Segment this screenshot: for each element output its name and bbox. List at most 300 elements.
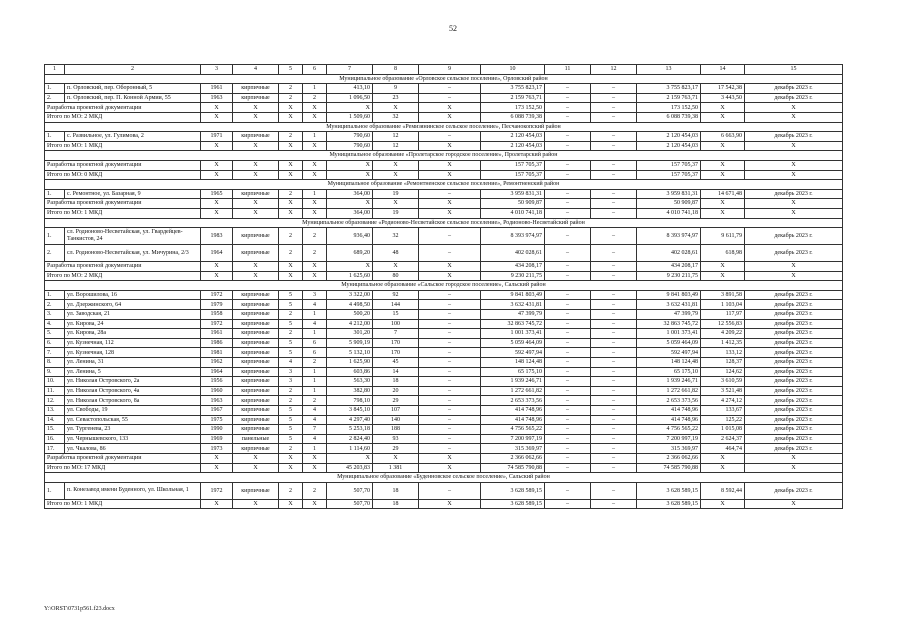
table-cell: – <box>545 228 591 245</box>
table-cell: 3 632 431,81 <box>481 300 545 310</box>
table-cell: 1 509,60 <box>327 112 373 122</box>
table-cell: 1 <box>303 84 327 94</box>
table-cell: 2 <box>303 93 327 103</box>
section-heading-row <box>45 218 843 228</box>
table-cell: 80 <box>373 271 419 281</box>
table-cell: – <box>419 386 481 396</box>
table-cell: 464,74 <box>701 444 745 454</box>
row-label: Разработка проектной документации <box>45 103 201 113</box>
table-cell: X <box>701 160 745 170</box>
page-number: 52 <box>449 24 457 33</box>
table-cell: 1963 <box>201 396 233 406</box>
row-index: 1. <box>45 482 65 499</box>
table-cell: X <box>233 199 279 209</box>
table-row <box>45 377 843 387</box>
table-cell: 107 <box>373 406 419 416</box>
table-cell: 1961 <box>201 84 233 94</box>
table-cell: – <box>545 310 591 320</box>
building-address: ул. Николая Островского, 8а <box>65 396 201 406</box>
table-cell: – <box>545 434 591 444</box>
row-label: Итого по МО: 0 МКД <box>45 170 201 180</box>
building-address: п. Орловский, пер. П. Конной Армии, 55 <box>65 93 201 103</box>
table-row <box>45 348 843 358</box>
table-body <box>45 65 843 509</box>
row-index: 15. <box>45 425 65 435</box>
table-cell: кирпичные <box>233 348 279 358</box>
table-cell: кирпичные <box>233 444 279 454</box>
building-address: ул. Николая Островского, 4а <box>65 386 201 396</box>
table-cell: 1 272 661,82 <box>637 386 701 396</box>
table-cell: – <box>545 396 591 406</box>
table-cell: X <box>279 103 303 113</box>
building-address: ул. Кирова, 28а <box>65 329 201 339</box>
table-cell: 1 625,60 <box>327 271 373 281</box>
table-cell: 5 <box>279 406 303 416</box>
table-cell: – <box>591 406 637 416</box>
section-heading-row <box>45 473 843 483</box>
table-cell: 188 <box>373 425 419 435</box>
table-cell: – <box>591 170 637 180</box>
table-cell: 92 <box>373 290 419 300</box>
column-number-cell: 5 <box>279 65 303 75</box>
table-cell: – <box>419 338 481 348</box>
table-cell: 32 <box>373 228 419 245</box>
table-cell: кирпичные <box>233 132 279 142</box>
table-cell: – <box>419 367 481 377</box>
row-label: Итого по МО: 2 МКД <box>45 112 201 122</box>
table-cell: декабрь 2023 г. <box>745 132 843 142</box>
table-cell: 1981 <box>201 348 233 358</box>
summary-row <box>45 271 843 281</box>
section-heading-row <box>45 281 843 291</box>
table-cell: – <box>419 434 481 444</box>
row-label: Итого по МО: 2 МКД <box>45 271 201 281</box>
table-cell: X <box>303 160 327 170</box>
row-index: 13. <box>45 406 65 416</box>
table-cell: кирпичные <box>233 93 279 103</box>
table-cell: X <box>233 160 279 170</box>
table-cell: X <box>303 499 327 509</box>
table-cell: X <box>745 499 843 509</box>
table-cell: X <box>233 499 279 509</box>
table-cell: 414 748,96 <box>481 415 545 425</box>
table-cell: 1 939 246,71 <box>637 377 701 387</box>
table-cell: 12 <box>373 132 419 142</box>
table-cell: 157 705,37 <box>637 160 701 170</box>
table-cell: 798,10 <box>327 396 373 406</box>
table-cell: 1 <box>303 189 327 199</box>
table-cell: 9 841 803,49 <box>481 290 545 300</box>
section-heading-row <box>45 151 843 161</box>
table-cell: – <box>545 271 591 281</box>
table-cell: X <box>373 199 419 209</box>
table-cell: 47 399,79 <box>637 310 701 320</box>
table-cell: 29 <box>373 444 419 454</box>
table-cell: декабрь 2023 г. <box>745 189 843 199</box>
table-cell: X <box>419 463 481 473</box>
table-cell: кирпичные <box>233 84 279 94</box>
table-cell: декабрь 2023 г. <box>745 386 843 396</box>
table-cell: – <box>591 453 637 463</box>
table-cell: 19 <box>373 189 419 199</box>
building-address: ул. Ленина, 31 <box>65 358 201 368</box>
table-row <box>45 290 843 300</box>
table-row <box>45 434 843 444</box>
municipality-heading: Муниципальное образование «Ремонтненское сельское поселение», Ремонтненский район <box>45 180 843 190</box>
table-cell: X <box>745 160 843 170</box>
building-address: ул. Тургенева, 23 <box>65 425 201 435</box>
table-cell: 402 028,61 <box>637 245 701 262</box>
table-row <box>45 310 843 320</box>
table-cell: 2 120 454,03 <box>481 141 545 151</box>
table-cell: – <box>591 290 637 300</box>
table-cell: 3 755 823,17 <box>481 84 545 94</box>
column-number-cell: 1 <box>45 65 65 75</box>
table-cell: 3 755 823,17 <box>637 84 701 94</box>
table-cell: 45 203,83 <box>327 463 373 473</box>
table-cell: X <box>279 208 303 218</box>
table-cell: 5 <box>279 290 303 300</box>
summary-row <box>45 160 843 170</box>
table-cell: 1 001 373,41 <box>637 329 701 339</box>
table-cell: X <box>745 103 843 113</box>
row-index: 10. <box>45 377 65 387</box>
table-cell: 65 175,10 <box>637 367 701 377</box>
table-cell: – <box>545 463 591 473</box>
table-row <box>45 386 843 396</box>
table-cell: X <box>303 199 327 209</box>
table-cell: 100 <box>373 319 419 329</box>
table-cell: X <box>279 463 303 473</box>
table-cell: 2 <box>279 329 303 339</box>
row-index: 6. <box>45 338 65 348</box>
table-cell: – <box>545 160 591 170</box>
table-cell: 1990 <box>201 425 233 435</box>
table-cell: 133,67 <box>701 406 745 416</box>
table-cell: кирпичные <box>233 386 279 396</box>
table-cell: 1 939 246,71 <box>481 377 545 387</box>
table-cell: X <box>419 112 481 122</box>
table-cell: 3 959 831,31 <box>637 189 701 199</box>
table-cell: 4 <box>303 319 327 329</box>
table-cell: декабрь 2023 г. <box>745 358 843 368</box>
table-cell: X <box>701 499 745 509</box>
table-cell: 2 <box>279 386 303 396</box>
table-cell: – <box>591 319 637 329</box>
table-cell: X <box>373 160 419 170</box>
table-row <box>45 329 843 339</box>
table-cell: декабрь 2023 г. <box>745 300 843 310</box>
table-cell: 1969 <box>201 434 233 444</box>
table-cell: 1 <box>303 444 327 454</box>
table-cell: 5 <box>279 348 303 358</box>
table-cell: X <box>701 103 745 113</box>
table-row <box>45 444 843 454</box>
table-cell: – <box>545 499 591 509</box>
table-cell: декабрь 2023 г. <box>745 377 843 387</box>
table-cell: – <box>545 406 591 416</box>
building-address: п. Конезавод имени Буденного, ул. Школьная, 1 <box>65 482 201 499</box>
table-cell: 3 521,48 <box>701 386 745 396</box>
table-cell: 173 152,50 <box>481 103 545 113</box>
table-cell: 4 010 741,18 <box>637 208 701 218</box>
table-cell: X <box>327 453 373 463</box>
building-address: ул. Заводская, 21 <box>65 310 201 320</box>
table-cell: 2 <box>279 396 303 406</box>
table-cell: 689,20 <box>327 245 373 262</box>
table-cell: декабрь 2023 г. <box>745 434 843 444</box>
row-label: Разработка проектной документации <box>45 453 201 463</box>
table-cell: декабрь 2023 г. <box>745 367 843 377</box>
table-cell: 18 <box>373 377 419 387</box>
table-cell: 1972 <box>201 319 233 329</box>
table-cell: – <box>591 160 637 170</box>
table-cell: X <box>303 208 327 218</box>
table-cell: – <box>591 415 637 425</box>
table-cell: 936,40 <box>327 228 373 245</box>
column-number-cell: 11 <box>545 65 591 75</box>
table-cell: X <box>303 262 327 272</box>
table-cell: X <box>303 170 327 180</box>
table-cell: 2 <box>279 93 303 103</box>
table-cell: – <box>591 338 637 348</box>
table-cell: – <box>591 499 637 509</box>
building-address: ул. Кузнечная, 112 <box>65 338 201 348</box>
table-cell: 4 <box>303 406 327 416</box>
table-cell: 5 059 464,09 <box>637 338 701 348</box>
table-cell: 50 909,87 <box>481 199 545 209</box>
table-cell: кирпичные <box>233 406 279 416</box>
table-cell: – <box>545 453 591 463</box>
table-cell: – <box>591 141 637 151</box>
table-cell: – <box>591 348 637 358</box>
summary-row <box>45 141 843 151</box>
section-heading-row <box>45 74 843 84</box>
table-cell: 128,37 <box>701 358 745 368</box>
table-cell: X <box>701 199 745 209</box>
building-address: ул. Кузнечная, 128 <box>65 348 201 358</box>
table-cell: 2 120 454,03 <box>637 132 701 142</box>
table-row <box>45 406 843 416</box>
table-cell: – <box>545 415 591 425</box>
table-cell: 2 824,40 <box>327 434 373 444</box>
table-cell: X <box>701 271 745 281</box>
table-cell: – <box>545 358 591 368</box>
table-cell: – <box>545 84 591 94</box>
table-cell: 157 705,37 <box>637 170 701 180</box>
building-address: ул. Кирова, 24 <box>65 319 201 329</box>
table-cell: – <box>545 290 591 300</box>
table-cell: 434 208,17 <box>481 262 545 272</box>
table-cell: 20 <box>373 386 419 396</box>
table-cell: 3 <box>303 290 327 300</box>
table-row <box>45 84 843 94</box>
table-cell: – <box>419 377 481 387</box>
table-cell: – <box>419 310 481 320</box>
row-label: Разработка проектной документации <box>45 262 201 272</box>
table-cell: – <box>419 84 481 94</box>
table-cell: 382,80 <box>327 386 373 396</box>
table-cell: – <box>419 300 481 310</box>
table-cell: 2 653 373,56 <box>481 396 545 406</box>
row-index: 1. <box>45 132 65 142</box>
table-cell: 2 653 373,56 <box>637 396 701 406</box>
table-cell: 790,60 <box>327 141 373 151</box>
row-index: 4. <box>45 319 65 329</box>
table-cell: – <box>545 103 591 113</box>
table-cell: 2 <box>303 396 327 406</box>
table-cell: X <box>233 170 279 180</box>
table-cell: X <box>201 160 233 170</box>
table-cell: – <box>419 319 481 329</box>
table-cell: – <box>591 132 637 142</box>
table-cell: 3 845,10 <box>327 406 373 416</box>
table-cell: X <box>303 103 327 113</box>
table-cell: 500,20 <box>327 310 373 320</box>
table-cell: X <box>701 453 745 463</box>
table-cell: 4 <box>279 358 303 368</box>
table-cell: 9 230 211,75 <box>637 271 701 281</box>
summary-row <box>45 170 843 180</box>
table-cell: – <box>545 444 591 454</box>
row-index: 2. <box>45 245 65 262</box>
table-cell: 1 <box>303 329 327 339</box>
table-cell: 2 <box>303 228 327 245</box>
table-cell: 4 756 565,22 <box>637 425 701 435</box>
table-cell: 414 748,96 <box>481 406 545 416</box>
table-cell: 2 <box>279 189 303 199</box>
table-cell: – <box>545 300 591 310</box>
table-cell: – <box>419 415 481 425</box>
table-cell: 3 <box>279 377 303 387</box>
table-cell: – <box>591 386 637 396</box>
table-cell: X <box>373 453 419 463</box>
table-cell: X <box>303 463 327 473</box>
table-cell: X <box>701 112 745 122</box>
column-number-cell: 2 <box>65 65 201 75</box>
row-index: 12. <box>45 396 65 406</box>
table-cell: 1956 <box>201 377 233 387</box>
row-index: 9. <box>45 367 65 377</box>
table-cell: X <box>233 103 279 113</box>
table-cell: X <box>701 141 745 151</box>
table-cell: 14 <box>373 367 419 377</box>
table-cell: 364,00 <box>327 208 373 218</box>
table-row <box>45 482 843 499</box>
table-cell: 507,70 <box>327 499 373 509</box>
table-cell: 1958 <box>201 310 233 320</box>
table-cell: – <box>591 245 637 262</box>
building-address: ул. Николая Островского, 2а <box>65 377 201 387</box>
table-row <box>45 93 843 103</box>
column-number-cell: 9 <box>419 65 481 75</box>
building-address: ул. Дзержинского, 64 <box>65 300 201 310</box>
table-cell: 7 <box>373 329 419 339</box>
table-cell: кирпичные <box>233 290 279 300</box>
table-cell: – <box>591 425 637 435</box>
table-cell: – <box>545 170 591 180</box>
table-cell: – <box>545 367 591 377</box>
table-cell: – <box>545 93 591 103</box>
table-cell: X <box>233 262 279 272</box>
table-cell: – <box>591 208 637 218</box>
table-cell: 2 120 454,03 <box>637 141 701 151</box>
table-cell: X <box>327 170 373 180</box>
table-cell: кирпичные <box>233 329 279 339</box>
table-cell: – <box>545 132 591 142</box>
table-cell: декабрь 2023 г. <box>745 245 843 262</box>
table-cell: 32 <box>373 112 419 122</box>
table-cell: 6 <box>303 338 327 348</box>
table-cell: X <box>419 170 481 180</box>
table-cell: – <box>545 338 591 348</box>
table-cell: 5 909,19 <box>327 338 373 348</box>
table-cell: декабрь 2023 г. <box>745 228 843 245</box>
table-cell: X <box>201 262 233 272</box>
table-cell: 5 <box>279 300 303 310</box>
header-row <box>45 65 843 75</box>
table-cell: – <box>419 406 481 416</box>
row-index: 2. <box>45 300 65 310</box>
table-cell: – <box>545 208 591 218</box>
table-cell: – <box>591 396 637 406</box>
table-cell: X <box>279 453 303 463</box>
table-cell: 1964 <box>201 245 233 262</box>
table-cell: – <box>591 199 637 209</box>
row-index: 2. <box>45 93 65 103</box>
table-row <box>45 367 843 377</box>
table-cell: 618,98 <box>701 245 745 262</box>
table-cell: X <box>419 271 481 281</box>
table-cell: декабрь 2023 г. <box>745 319 843 329</box>
building-address: сл. Родионово-Несветайская, ул. Мичурина, 2/3 <box>65 245 201 262</box>
table-cell: X <box>419 103 481 113</box>
table-cell: 74 585 790,88 <box>637 463 701 473</box>
table-cell: X <box>303 141 327 151</box>
capital-repair-table <box>44 64 843 509</box>
table-cell: 1972 <box>201 482 233 499</box>
table-cell: 1964 <box>201 367 233 377</box>
table-cell: 1 272 661,82 <box>481 386 545 396</box>
table-row <box>45 358 843 368</box>
column-number-cell: 15 <box>745 65 843 75</box>
table-cell: – <box>545 189 591 199</box>
table-cell: – <box>419 425 481 435</box>
table-cell: 1 625,90 <box>327 358 373 368</box>
table-cell: X <box>419 199 481 209</box>
table-cell: X <box>279 141 303 151</box>
table-cell: 3 959 831,31 <box>481 189 545 199</box>
table-cell: 1 114,60 <box>327 444 373 454</box>
table-cell: X <box>745 208 843 218</box>
table-cell: кирпичные <box>233 189 279 199</box>
table-cell: – <box>419 358 481 368</box>
table-cell: X <box>701 208 745 218</box>
table-cell: – <box>545 386 591 396</box>
table-cell: декабрь 2023 г. <box>745 406 843 416</box>
municipality-heading: Муниципальное образование «Родионово-Несветайское сельское поселение», Родионово-Несветайский район <box>45 218 843 228</box>
table-cell: 23 <box>373 93 419 103</box>
table-cell: 7 200 997,19 <box>637 434 701 444</box>
table-cell: 413,10 <box>327 84 373 94</box>
table-cell: 2 <box>279 310 303 320</box>
table-cell: X <box>419 208 481 218</box>
building-address: сл. Родионово-Несветайская, ул. Гвардейцев-Танкистов, 24 <box>65 228 201 245</box>
table-cell: 507,70 <box>327 482 373 499</box>
table-cell: 17 542,38 <box>701 84 745 94</box>
table-cell: 4 756 565,22 <box>481 425 545 435</box>
table-cell: 6 088 739,38 <box>481 112 545 122</box>
